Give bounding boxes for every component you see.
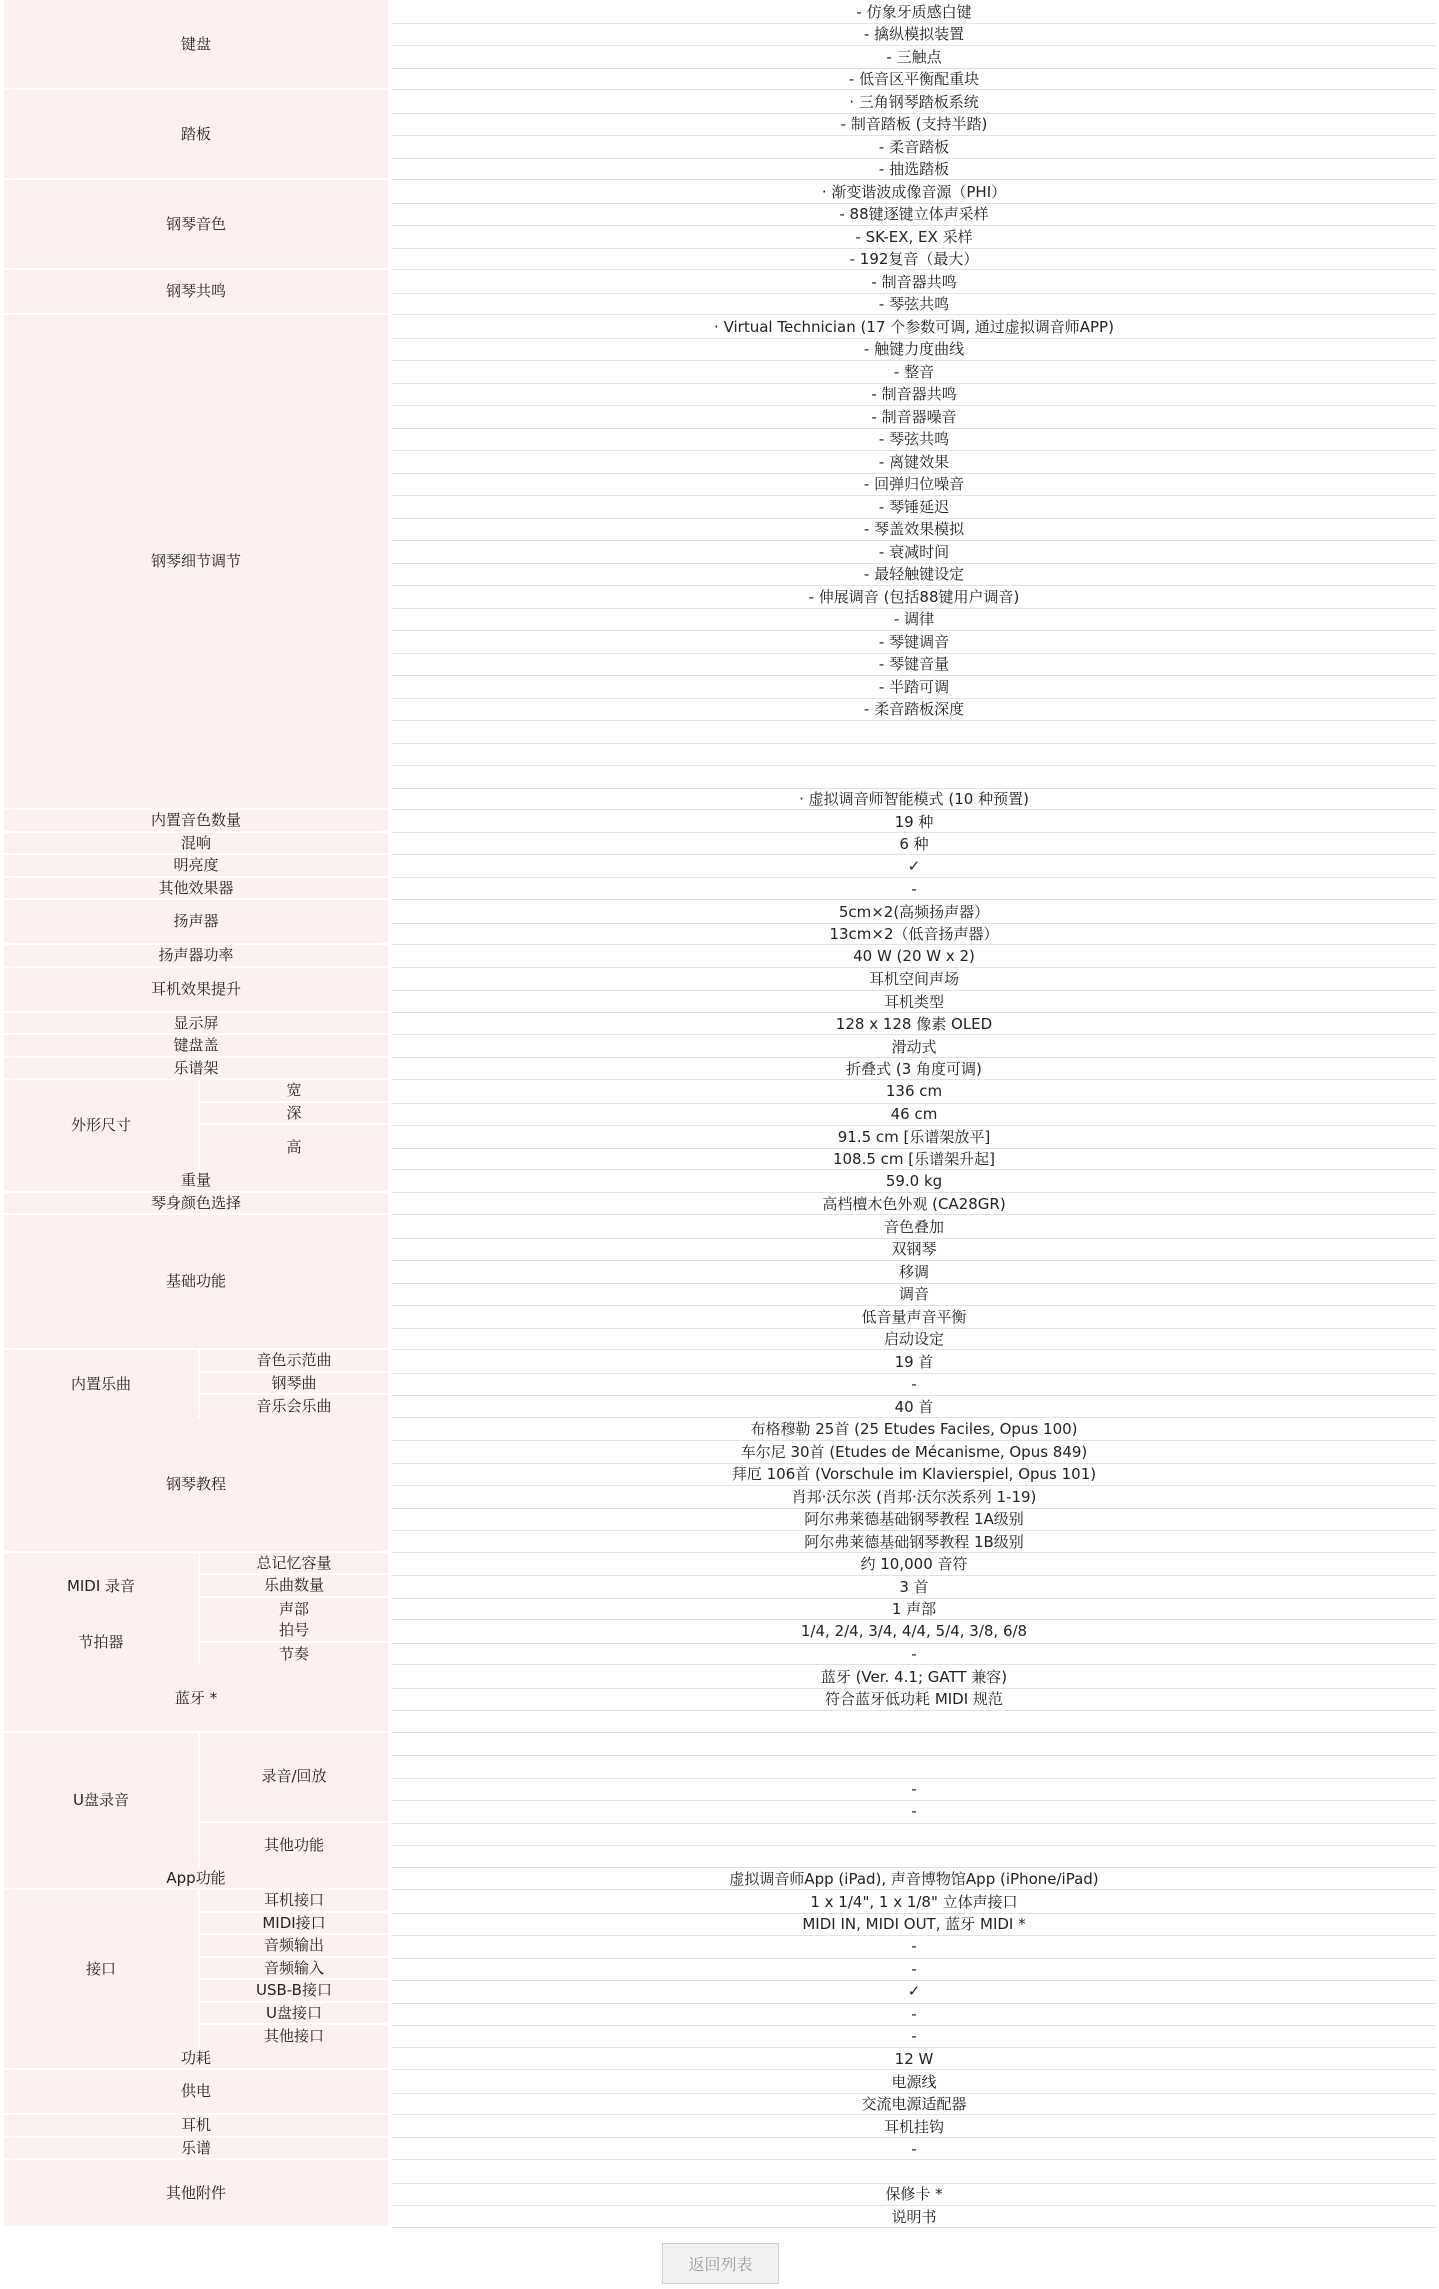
spec-sublabel: 高: [200, 1125, 388, 1170]
spec-value: 说明书: [891, 2207, 937, 2226]
row-divider: [392, 1463, 1436, 1464]
spec-value: - SK-EX, EX 采样: [855, 227, 973, 246]
spec-value: 车尔尼 30首 (Etudes de Mécanisme, Opus 849): [740, 1442, 1088, 1461]
spec-value: 1/4, 2/4, 3/4, 4/4, 5/4, 3/8, 6/8: [800, 1622, 1028, 1641]
spec-value: [392, 743, 1436, 766]
spec-value: 耳机空间声场: [868, 970, 959, 989]
row-divider: [392, 293, 1436, 294]
spec-value: 阿尔弗莱德基础钢琴教程 1A级别: [804, 1510, 1024, 1529]
row-divider: [392, 338, 1436, 339]
row-divider: [392, 630, 1436, 631]
spec-value: 1 x 1/4", 1 x 1/8" 立体声接口: [810, 1892, 1018, 1911]
spec-label: 踏板: [4, 90, 388, 178]
spec-label: 混响: [4, 833, 388, 854]
spec-value: 46 cm: [890, 1104, 938, 1123]
spec-label: 钢琴细节调节: [4, 315, 388, 808]
spec-label: 外形尺寸: [4, 1080, 198, 1170]
spec-value: 保修卡 *: [885, 2185, 943, 2204]
spec-value: 拜厄 106首 (Vorschule im Klavierspiel, Opus 101): [731, 1465, 1097, 1484]
row-divider: [392, 1778, 1436, 1779]
row-divider: [392, 1530, 1436, 1531]
row-divider: [392, 2093, 1436, 2094]
spec-value: ✓: [907, 1982, 921, 2001]
spec-value: 91.5 cm [乐谱架放平]: [837, 1127, 991, 1146]
spec-value: - 制音踏板 (支持半踏): [840, 115, 988, 134]
spec-value: -: [911, 1779, 917, 1798]
spec-sublabel: 乐曲数量: [200, 1575, 388, 1596]
spec-value: - 最轻触键设定: [863, 565, 965, 584]
spec-value: · 三角钢琴踏板系统: [849, 92, 979, 111]
spec-sublabel: 宽: [200, 1080, 388, 1101]
spec-value: [392, 1823, 1436, 1846]
spec-label: 耳机: [4, 2115, 388, 2136]
spec-value: - 制音器噪音: [871, 407, 957, 426]
spec-value: - 88键逐键立体声采样: [839, 205, 989, 224]
spec-label: 钢琴音色: [4, 180, 388, 268]
spec-value: - 柔音踏板: [878, 137, 950, 156]
spec-value: 电源线: [891, 2072, 937, 2091]
spec-value: 耳机类型: [883, 992, 944, 1011]
spec-value: 高档檀木色外观 (CA28GR): [822, 1195, 1006, 1214]
spec-value: 1 声部: [891, 1600, 937, 1619]
spec-sublabel: MIDI接口: [200, 1913, 388, 1934]
spec-value: - 制音器共鸣: [871, 272, 957, 291]
spec-value: MIDI IN, MIDI OUT, 蓝牙 MIDI *: [802, 1915, 1026, 1934]
spec-value: 19 首: [894, 1352, 934, 1371]
row-divider: [392, 1485, 1436, 1486]
row-divider: [392, 2183, 1436, 2184]
spec-label: 明亮度: [4, 855, 388, 876]
spec-value: 交流电源适配器: [861, 2095, 967, 2114]
spec-label: 扬声器功率: [4, 945, 388, 966]
row-divider: [392, 923, 1436, 924]
spec-value: - 伸展调音 (包括88键用户调音): [808, 587, 1020, 606]
spec-label: 供电: [4, 2070, 388, 2113]
spec-value: - 192复音（最大）: [849, 250, 979, 269]
spec-label: 耳机效果提升: [4, 968, 388, 1011]
row-divider: [392, 1710, 1436, 1711]
row-divider: [392, 765, 1436, 766]
spec-sublabel: 音乐会乐曲: [200, 1395, 388, 1418]
spec-value: -: [911, 879, 917, 898]
row-divider: [392, 540, 1436, 541]
row-divider: [392, 563, 1436, 564]
row-divider: [392, 1103, 1436, 1104]
spec-label: 键盘: [4, 0, 388, 88]
spec-value: 59.0 kg: [885, 1172, 943, 1191]
row-divider: [392, 1260, 1436, 1261]
row-divider: [392, 2205, 1436, 2206]
spec-sublabel: 音色示范曲: [200, 1350, 388, 1371]
spec-value: - 整音: [893, 362, 935, 381]
spec-sublabel: 录音/回放: [200, 1733, 388, 1821]
spec-value: - 制音器共鸣: [871, 385, 957, 404]
spec-label: 键盘盖: [4, 1035, 388, 1056]
row-divider: [392, 360, 1436, 361]
spec-sublabel: 节奏: [200, 1643, 388, 1666]
spec-sublabel: 其他功能: [200, 1823, 388, 1868]
row-divider: [392, 720, 1436, 721]
spec-value: - 三触点: [886, 47, 942, 66]
spec-sublabel: 音频输入: [200, 1958, 388, 1979]
spec-value: 音色叠加: [883, 1217, 944, 1236]
spec-label: U盘录音: [4, 1733, 198, 1868]
spec-sublabel: USB-B接口: [200, 1980, 388, 2001]
spec-label: 内置音色数量: [4, 810, 388, 831]
spec-label: 接口: [4, 1890, 198, 2048]
row-divider: [392, 585, 1436, 586]
spec-value: - 琴弦共鸣: [878, 430, 950, 449]
row-divider: [392, 2003, 1436, 2004]
spec-value: 移调: [898, 1262, 929, 1281]
spec-label: 蓝牙 *: [4, 1665, 388, 1731]
spec-value: 启动设定: [883, 1330, 944, 1349]
row-divider: [392, 1328, 1436, 1329]
spec-value: 符合蓝牙低功耗 MIDI 规范: [825, 1690, 1003, 1709]
spec-value: · Virtual Technician (17 个参数可调, 通过虚拟调音师APP): [714, 317, 1114, 336]
spec-value: [392, 1755, 1436, 1778]
row-divider: [392, 1643, 1436, 1644]
spec-value: -: [911, 1959, 917, 1978]
row-divider: [392, 158, 1436, 159]
row-divider: [392, 383, 1436, 384]
spec-value: 折叠式 (3 角度可调): [846, 1060, 982, 1079]
row-divider: [392, 405, 1436, 406]
spec-label: 钢琴共鸣: [4, 270, 388, 313]
row-divider: [392, 1238, 1436, 1239]
row-divider: [392, 1373, 1436, 1374]
spec-value: -: [911, 2139, 917, 2158]
spec-value: - 半踏可调: [878, 677, 950, 696]
row-divider: [392, 203, 1436, 204]
row-divider: [392, 1800, 1436, 1801]
row-divider: [392, 225, 1436, 226]
spec-value: 约 10,000 音符: [860, 1555, 968, 1574]
row-divider: [392, 248, 1436, 249]
spec-value: -: [911, 1802, 917, 1821]
spec-value: - 衰减时间: [878, 542, 950, 561]
spec-value: 滑动式: [891, 1037, 937, 1056]
spec-value: [392, 1733, 1436, 1756]
spec-value: -: [911, 2004, 917, 2023]
spec-sublabel: 声部: [200, 1598, 388, 1621]
spec-value: 19 种: [894, 812, 934, 831]
spec-label: 显示屏: [4, 1013, 388, 1034]
row-divider: [392, 1125, 1436, 1126]
spec-sublabel: 拍号: [200, 1620, 388, 1641]
spec-value: 阿尔弗莱德基础钢琴教程 1B级别: [804, 1532, 1024, 1551]
spec-label: 功耗: [4, 2048, 388, 2069]
row-divider: [392, 1913, 1436, 1914]
spec-value: - 琴盖效果模拟: [863, 520, 965, 539]
spec-value: ✓: [907, 857, 921, 876]
row-divider: [392, 135, 1436, 136]
row-divider: [392, 518, 1436, 519]
row-divider: [392, 1395, 1436, 1396]
row-divider: [392, 1845, 1436, 1846]
spec-sublabel: 耳机接口: [200, 1890, 388, 1911]
row-divider: [392, 1823, 1436, 1824]
spec-sublabel: U盘接口: [200, 2003, 388, 2024]
row-divider: [392, 1980, 1436, 1981]
spec-sublabel: 钢琴曲: [200, 1373, 388, 1394]
row-divider: [392, 788, 1436, 789]
row-divider: [392, 608, 1436, 609]
spec-label: 内置乐曲: [4, 1350, 198, 1418]
spec-label: 钢琴教程: [4, 1418, 388, 1551]
row-divider: [392, 68, 1436, 69]
spec-value: -: [911, 2027, 917, 2046]
row-divider: [392, 743, 1436, 744]
spec-value: 128 x 128 像素 OLED: [835, 1015, 993, 1034]
spec-value: 肖邦·沃尔茨 (肖邦·沃尔茨系列 1-19): [791, 1487, 1037, 1506]
spec-sublabel: 其他接口: [200, 2025, 388, 2048]
spec-value: 40 W (20 W x 2): [853, 947, 975, 966]
row-divider: [392, 495, 1436, 496]
row-divider: [392, 1598, 1436, 1599]
spec-label: 节拍器: [4, 1620, 198, 1665]
spec-value: 调音: [898, 1285, 929, 1304]
spec-value: 布格穆勒 25首 (25 Etudes Faciles, Opus 100): [750, 1420, 1078, 1439]
row-divider: [392, 990, 1436, 991]
spec-value: 虚拟调音师App (iPad), 声音博物馆App (iPhone/iPad): [729, 1870, 1099, 1889]
row-divider: [392, 1575, 1436, 1576]
row-divider: [392, 23, 1436, 24]
spec-value: - 仿象牙质感白键: [856, 2, 972, 21]
spec-value: - 琴弦共鸣: [878, 295, 950, 314]
spec-value: - 抽选踏板: [878, 160, 950, 179]
spec-table: [4, 0, 1436, 2226]
row-divider: [392, 450, 1436, 451]
spec-value: - 调律: [893, 610, 935, 629]
spec-value: 双钢琴: [891, 1240, 937, 1259]
spec-value: 40 首: [894, 1397, 934, 1416]
spec-value: 12 W: [894, 2049, 934, 2068]
spec-value: - 触键力度曲线: [863, 340, 965, 359]
back-to-list-button[interactable]: 返回列表: [662, 2243, 779, 2284]
spec-value: · 虚拟调音师智能模式 (10 种预置): [799, 790, 1029, 809]
spec-value: 3 首: [899, 1577, 929, 1596]
spec-label: 乐谱: [4, 2138, 388, 2159]
row-divider: [392, 1935, 1436, 1936]
row-divider: [392, 675, 1436, 676]
spec-label: 基础功能: [4, 1215, 388, 1348]
row-divider: [392, 45, 1436, 46]
spec-label: 琴身颜色选择: [4, 1193, 388, 1214]
spec-value: 6 种: [899, 835, 929, 854]
spec-value: · 渐变谐波成像音源（PHI）: [821, 182, 1007, 201]
row-divider: [392, 1283, 1436, 1284]
row-divider: [392, 1305, 1436, 1306]
row-divider: [392, 1508, 1436, 1509]
spec-label: App功能: [4, 1868, 388, 1889]
spec-label: 重量: [4, 1170, 388, 1191]
spec-value: [392, 720, 1436, 743]
spec-value: 蓝牙 (Ver. 4.1; GATT 兼容): [820, 1667, 1008, 1686]
spec-value: [392, 2160, 1436, 2183]
spec-value: 13cm×2（低音扬声器）: [829, 925, 999, 944]
spec-value: - 回弹归位噪音: [863, 475, 965, 494]
row-divider: [392, 2227, 1436, 2228]
row-divider: [392, 2025, 1436, 2026]
spec-value: - 柔音踏板深度: [863, 700, 965, 719]
spec-sublabel: 音频输出: [200, 1935, 388, 1956]
spec-value: 耳机挂钩: [883, 2117, 944, 2136]
spec-value: - 擒纵模拟装置: [863, 25, 965, 44]
spec-value: 5cm×2(高频扬声器）: [838, 902, 990, 921]
spec-value: 低音量声音平衡: [861, 1307, 967, 1326]
spec-value: -: [911, 1937, 917, 1956]
row-divider: [392, 1440, 1436, 1441]
row-divider: [392, 653, 1436, 654]
row-divider: [392, 1755, 1436, 1756]
row-divider: [392, 1688, 1436, 1689]
spec-value: [392, 1710, 1436, 1733]
spec-value: [392, 1845, 1436, 1868]
row-divider: [392, 113, 1436, 114]
spec-sublabel: 深: [200, 1103, 388, 1124]
spec-value: - 琴键音量: [878, 655, 950, 674]
row-divider: [392, 698, 1436, 699]
spec-value: -: [911, 1374, 917, 1393]
spec-value: - 琴锤延迟: [878, 497, 950, 516]
spec-value: - 低音区平衡配重块: [848, 70, 980, 89]
spec-value: - 离键效果: [878, 452, 950, 471]
spec-value: - 琴键调音: [878, 632, 950, 651]
spec-value: 136 cm: [885, 1082, 943, 1101]
spec-label: MIDI 录音: [4, 1553, 198, 1621]
spec-sublabel: 总记忆容量: [200, 1553, 388, 1574]
spec-label: 扬声器: [4, 900, 388, 943]
row-divider: [392, 428, 1436, 429]
spec-label: 其他效果器: [4, 878, 388, 899]
row-divider: [392, 1148, 1436, 1149]
spec-value: -: [911, 1644, 917, 1663]
row-divider: [392, 473, 1436, 474]
spec-value: [392, 765, 1436, 788]
spec-label: 其他附件: [4, 2160, 388, 2226]
spec-label: 乐谱架: [4, 1058, 388, 1079]
row-divider: [392, 1958, 1436, 1959]
spec-value: 108.5 cm [乐谱架升起]: [832, 1150, 996, 1169]
